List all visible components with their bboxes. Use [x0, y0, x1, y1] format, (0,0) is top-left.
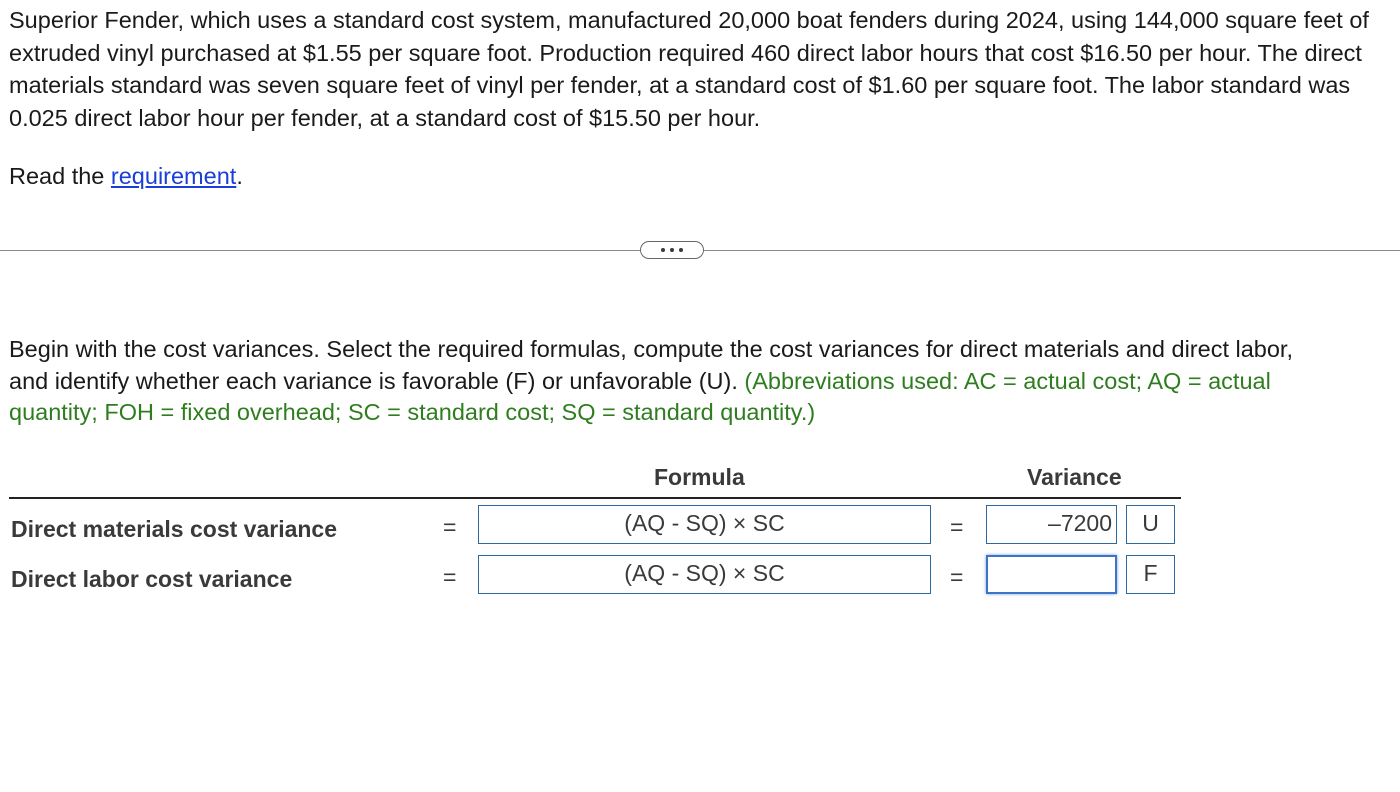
requirement-link[interactable]: requirement: [110, 163, 237, 189]
ellipsis-icon: [661, 248, 665, 252]
fu-select-direct-labor[interactable]: F: [1126, 555, 1175, 594]
row-label-direct-labor: Direct labor cost variance: [11, 566, 293, 592]
read-prefix: Read the: [9, 163, 111, 189]
equals-sign: =: [443, 514, 457, 540]
fu-select-direct-materials[interactable]: U: [1126, 505, 1175, 544]
variance-input-direct-materials[interactable]: –7200: [986, 505, 1117, 544]
ellipsis-icon: [679, 248, 683, 252]
formula-column-header: Formula: [654, 464, 745, 490]
equals-sign: =: [443, 564, 457, 590]
instructions: [9, 334, 1309, 429]
equals-sign: =: [950, 564, 964, 590]
variance-input-direct-labor[interactable]: [986, 555, 1117, 594]
formula-select-direct-materials[interactable]: (AQ - SQ) × SC: [478, 505, 931, 544]
abbreviations-note: (Abbreviations used: AC = actual cost; AQ = actual quantity; FOH = fixed overhead; SC = standard cost; SQ = standard quantity.): [9, 367, 1271, 425]
ellipsis-icon: [670, 248, 674, 252]
read-suffix: .: [236, 163, 243, 189]
variance-column-header: Variance: [1027, 464, 1122, 490]
expand-more-button[interactable]: [640, 241, 704, 259]
read-requirement-line: [9, 160, 243, 192]
equals-sign: =: [950, 514, 964, 540]
row-label-direct-materials: Direct materials cost variance: [11, 516, 338, 542]
formula-select-direct-labor[interactable]: (AQ - SQ) × SC: [478, 555, 931, 594]
instructions-main: Begin with the cost variances. Select the required formulas, compute the cost variances for direct materials and direct labor, and identify whether each variance is favorable (F) or unfavorable (U).: [9, 336, 1293, 394]
problem-text: Superior Fender, which uses a standard cost system, manufactured 20,000 boat fenders during 2024, using 144,000 square feet of extruded vinyl purchased at $1.55 per square foot. Production required 460 direct labor hours that cost $16.50 per hour. The direct materials standard was seven square feet of vinyl per fender, at a standard cost of $1.60 per square foot. The labor standard was 0.025 direct labor hour per fender, at a standard cost of $15.50 per hour.: [9, 7, 1369, 131]
header-rule: [9, 497, 1181, 499]
